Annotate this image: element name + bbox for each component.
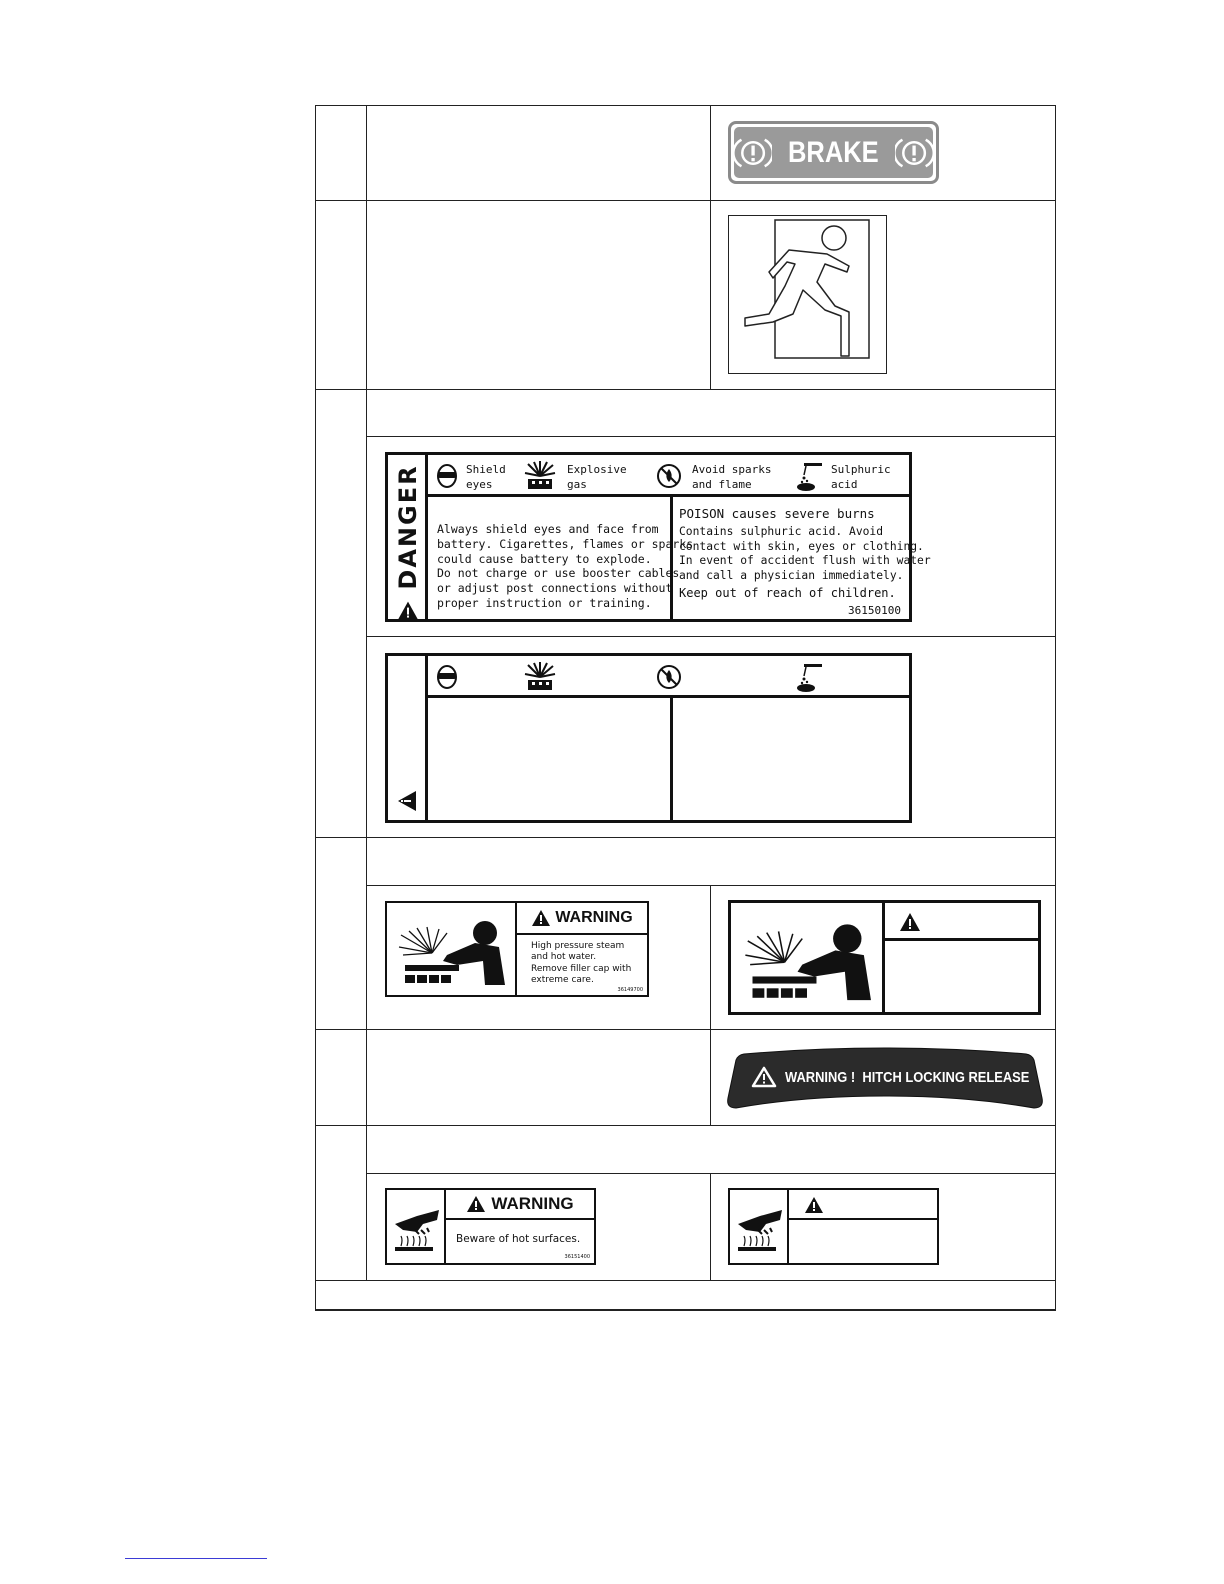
hitch-warning-decal: [726, 1046, 1044, 1112]
table-bottom-border: [315, 1309, 1056, 1311]
shield-eyes-icon: [436, 463, 458, 489]
hot-surface-decal-blank: [728, 1188, 939, 1265]
table-top-border: [315, 105, 1056, 106]
hot-steam-hand-icon: [387, 903, 515, 995]
warning-triangle-icon: [899, 912, 921, 932]
poison-text: Contains sulphuric acid. Avoid contact with skin, eyes or clothing. In event of accident flush with water and call a physician immediately.: [679, 525, 931, 582]
steam-part-number: 36149700: [617, 987, 643, 993]
row-line: [315, 1280, 1056, 1281]
warning-triangle-icon: [397, 790, 417, 812]
row-line: [315, 389, 1056, 390]
shield-eyes-icon: [436, 664, 458, 690]
brake-label-text: BRAKE: [788, 135, 879, 169]
battery-left-panel-blank: [428, 698, 673, 820]
explosive-gas-icon: [524, 662, 556, 692]
brake-warning-icon: [895, 133, 933, 173]
subrow-line: [366, 1173, 1056, 1174]
column-divider: [710, 885, 711, 1126]
hot-surface-pictogram-panel: [387, 1190, 446, 1263]
sulphuric-acid-caption: Sulphuric acid: [831, 463, 891, 491]
danger-title: DANGER: [394, 464, 422, 621]
emergency-exit-decal: [728, 215, 887, 374]
subrow-line: [366, 636, 1056, 637]
warning-triangle-icon: [751, 1066, 777, 1088]
column-divider: [710, 1173, 711, 1281]
poison-heading: POISON causes severe burns: [679, 506, 875, 521]
battery-explode-warning: Always shield eyes and face from battery. Cigarettes, flames or sparks could cause battery to explode. Do not charge or use booster cables or adjust post connections without proper instruction or training.: [437, 522, 694, 610]
danger-side-bar: [388, 455, 428, 619]
brake-decal-body: [734, 127, 933, 178]
warning-triangle-icon: [804, 1196, 824, 1214]
steam-warning-header-blank: [885, 903, 1038, 941]
hitch-decal-content: [726, 1066, 1044, 1088]
no-flame-caption: Avoid sparks and flame: [692, 463, 772, 491]
sulphuric-acid-icon: [796, 662, 824, 692]
no-flame-icon: [656, 463, 682, 489]
battery-icon-strip-blank: [428, 656, 909, 698]
row-line: [315, 200, 1056, 201]
steam-warning-decal-blank: [728, 900, 1041, 1015]
battery-icon-strip: [428, 455, 909, 497]
hot-surface-text: Beware of hot surfaces.: [456, 1233, 581, 1245]
battery-right-panel: [673, 497, 931, 619]
steam-warning-header: WARNING: [517, 903, 647, 935]
hot-surface-pictogram-panel-blank: [730, 1190, 789, 1263]
hot-surface-hand-icon: [387, 1190, 444, 1263]
footnote-link-underline[interactable]: [125, 1558, 267, 1559]
column-divider: [710, 105, 711, 390]
hot-surface-hand-icon: [730, 1190, 787, 1263]
hitch-decal-text: WARNING ! HITCH LOCKING RELEASE: [785, 1068, 1030, 1086]
subrow-line: [366, 436, 1056, 437]
steam-pictogram-panel: [387, 903, 517, 995]
warning-triangle-icon: [397, 601, 419, 621]
row-line: [315, 837, 1056, 838]
hot-surface-header-blank: [789, 1190, 937, 1220]
steam-pictogram-panel-blank: [731, 903, 885, 1012]
brake-warning-icon: [734, 133, 772, 173]
explosive-gas-icon: [524, 461, 556, 491]
keep-away-children: Keep out of reach of children.: [679, 586, 896, 600]
number-column-divider: [366, 105, 367, 1280]
battery-danger-decal: [385, 452, 931, 622]
explosive-gas-caption: Explosive gas: [567, 463, 627, 491]
sulphuric-acid-icon: [796, 461, 824, 491]
hot-surface-part-number: 36151400: [564, 1254, 590, 1260]
no-flame-icon: [656, 664, 682, 690]
row-line: [315, 1029, 1056, 1030]
hot-surface-header: WARNING: [446, 1190, 594, 1220]
steam-warning-text: High pressure steam and hot water. Remove filler cap with extreme care.: [531, 941, 632, 985]
steam-warning-decal: [385, 901, 649, 997]
hot-steam-hand-icon: [731, 903, 883, 1012]
warning-triangle-icon: [531, 909, 551, 927]
subrow-line: [366, 885, 1056, 886]
battery-part-number: 36150100: [848, 604, 901, 617]
brake-decal: [728, 121, 939, 184]
row-line: [315, 1125, 1056, 1126]
hot-surface-decal: [385, 1188, 596, 1265]
battery-danger-decal-blank: [385, 653, 912, 823]
warning-triangle-icon: [466, 1195, 486, 1213]
battery-left-panel: [428, 497, 694, 619]
table-left-border: [315, 105, 316, 1310]
table-right-border: [1055, 105, 1056, 1310]
running-man-exit-icon: [729, 216, 886, 373]
shield-eyes-caption: Shield eyes: [466, 463, 506, 491]
danger-side-bar-blank: [388, 656, 428, 820]
